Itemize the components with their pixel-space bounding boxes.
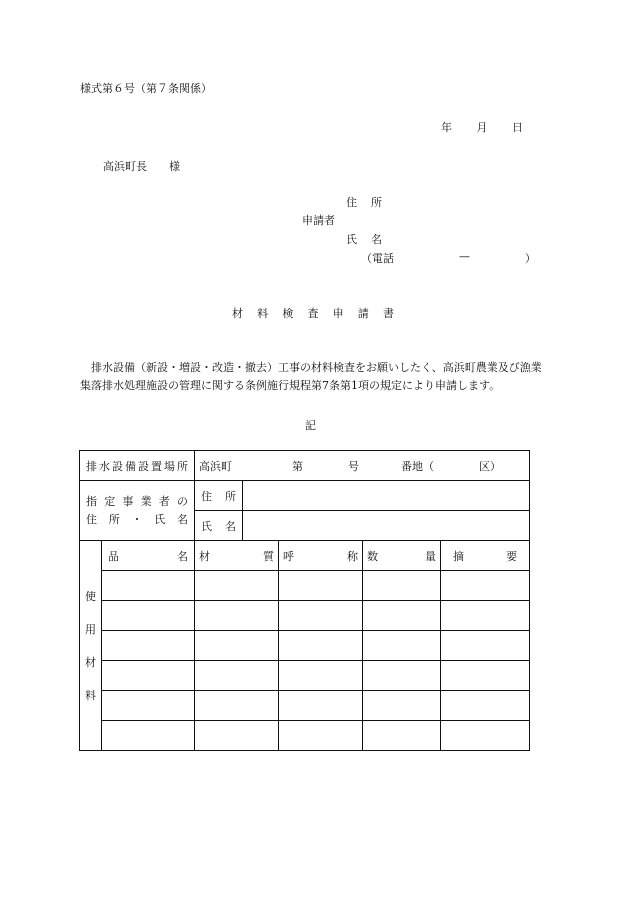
remarks-cell[interactable]	[441, 631, 530, 661]
nominal-cell[interactable]	[279, 631, 363, 661]
location-row	[80, 451, 530, 481]
remarks-cell[interactable]	[441, 721, 530, 751]
quantity-cell[interactable]	[363, 721, 441, 751]
col-header-nominal: 呼 称	[279, 541, 363, 571]
nominal-cell[interactable]	[279, 691, 363, 721]
phone-open: （電話	[361, 252, 394, 265]
date-year-label: 年	[441, 121, 452, 134]
materials-inspection-table	[79, 450, 530, 751]
date-month-label: 月	[476, 121, 488, 134]
location-label: 排 水 設 備 設 置 場 所	[80, 451, 195, 481]
location-town: 高浜町	[199, 459, 232, 473]
contractor-name-label: 氏 名	[195, 511, 243, 541]
material-cell[interactable]	[195, 631, 279, 661]
quantity-cell[interactable]	[363, 631, 441, 661]
quantity-cell[interactable]	[363, 661, 441, 691]
material-cell[interactable]	[195, 661, 279, 691]
material-cell[interactable]	[195, 571, 279, 601]
date-day-label: 日	[512, 121, 523, 134]
contractor-label: 指 定 事 業 者 の 住 所 ・ 氏 名	[80, 481, 195, 541]
item-name-cell[interactable]	[102, 601, 195, 631]
col-header-quantity: 数 量	[363, 541, 441, 571]
document-title: 材 料 検 査 申 請 書	[232, 307, 394, 320]
col-header-remarks: 摘 要	[441, 541, 530, 571]
nominal-cell[interactable]	[279, 571, 363, 601]
form-number: 様式第６号（第７条関係）	[80, 82, 212, 95]
material-row	[80, 661, 530, 691]
materials-label: 使 用 材 料	[80, 541, 102, 751]
contractor-address-label: 住 所	[195, 481, 243, 511]
remarks-cell[interactable]	[441, 601, 530, 631]
col-header-item-name: 品 名	[102, 541, 195, 571]
addressee: 高浜町長 様	[103, 160, 180, 173]
material-cell[interactable]	[195, 601, 279, 631]
phone-dash: —	[459, 250, 470, 263]
ki-heading: 記	[305, 419, 316, 432]
material-row	[80, 571, 530, 601]
material-row	[80, 721, 530, 751]
material-row	[80, 691, 530, 721]
remarks-cell[interactable]	[441, 571, 530, 601]
applicant-label: 申請者	[302, 214, 335, 227]
materials-header-row	[80, 541, 530, 571]
nominal-cell[interactable]	[279, 661, 363, 691]
material-row	[80, 631, 530, 661]
quantity-cell[interactable]	[363, 691, 441, 721]
remarks-cell[interactable]	[441, 661, 530, 691]
contractor-address-row	[80, 481, 530, 511]
applicant-phone-line	[361, 250, 536, 266]
location-field[interactable]	[195, 451, 530, 481]
material-row	[80, 601, 530, 631]
contractor-address-field[interactable]	[243, 481, 530, 511]
item-name-cell[interactable]	[102, 571, 195, 601]
item-name-cell[interactable]	[102, 631, 195, 661]
item-name-cell[interactable]	[102, 661, 195, 691]
quantity-cell[interactable]	[363, 601, 441, 631]
material-cell[interactable]	[195, 691, 279, 721]
contractor-name-field[interactable]	[243, 511, 530, 541]
material-cell[interactable]	[195, 721, 279, 751]
applicant-name-label: 氏 名	[346, 233, 382, 246]
nominal-cell[interactable]	[279, 721, 363, 751]
remarks-cell[interactable]	[441, 691, 530, 721]
applicant-address-label: 住 所	[346, 196, 382, 209]
item-name-cell[interactable]	[102, 691, 195, 721]
nominal-cell[interactable]	[279, 601, 363, 631]
location-go: 号	[348, 459, 359, 473]
item-name-cell[interactable]	[102, 721, 195, 751]
col-header-material: 材 質	[195, 541, 279, 571]
date-line	[441, 119, 523, 135]
location-banchi: 番地（	[401, 459, 434, 473]
phone-close: ）	[525, 252, 536, 265]
location-ku: 区）	[479, 459, 501, 473]
body-text: 排水設備（新設・増設・改造・撤去）工事の材料検査をお願いしたく、高浜町農業及び漁業集落排水処理施設の管理に関する条例施行規程第7条第1項の規定により申請します。	[80, 361, 542, 393]
location-dai: 第	[292, 459, 303, 473]
quantity-cell[interactable]	[363, 571, 441, 601]
